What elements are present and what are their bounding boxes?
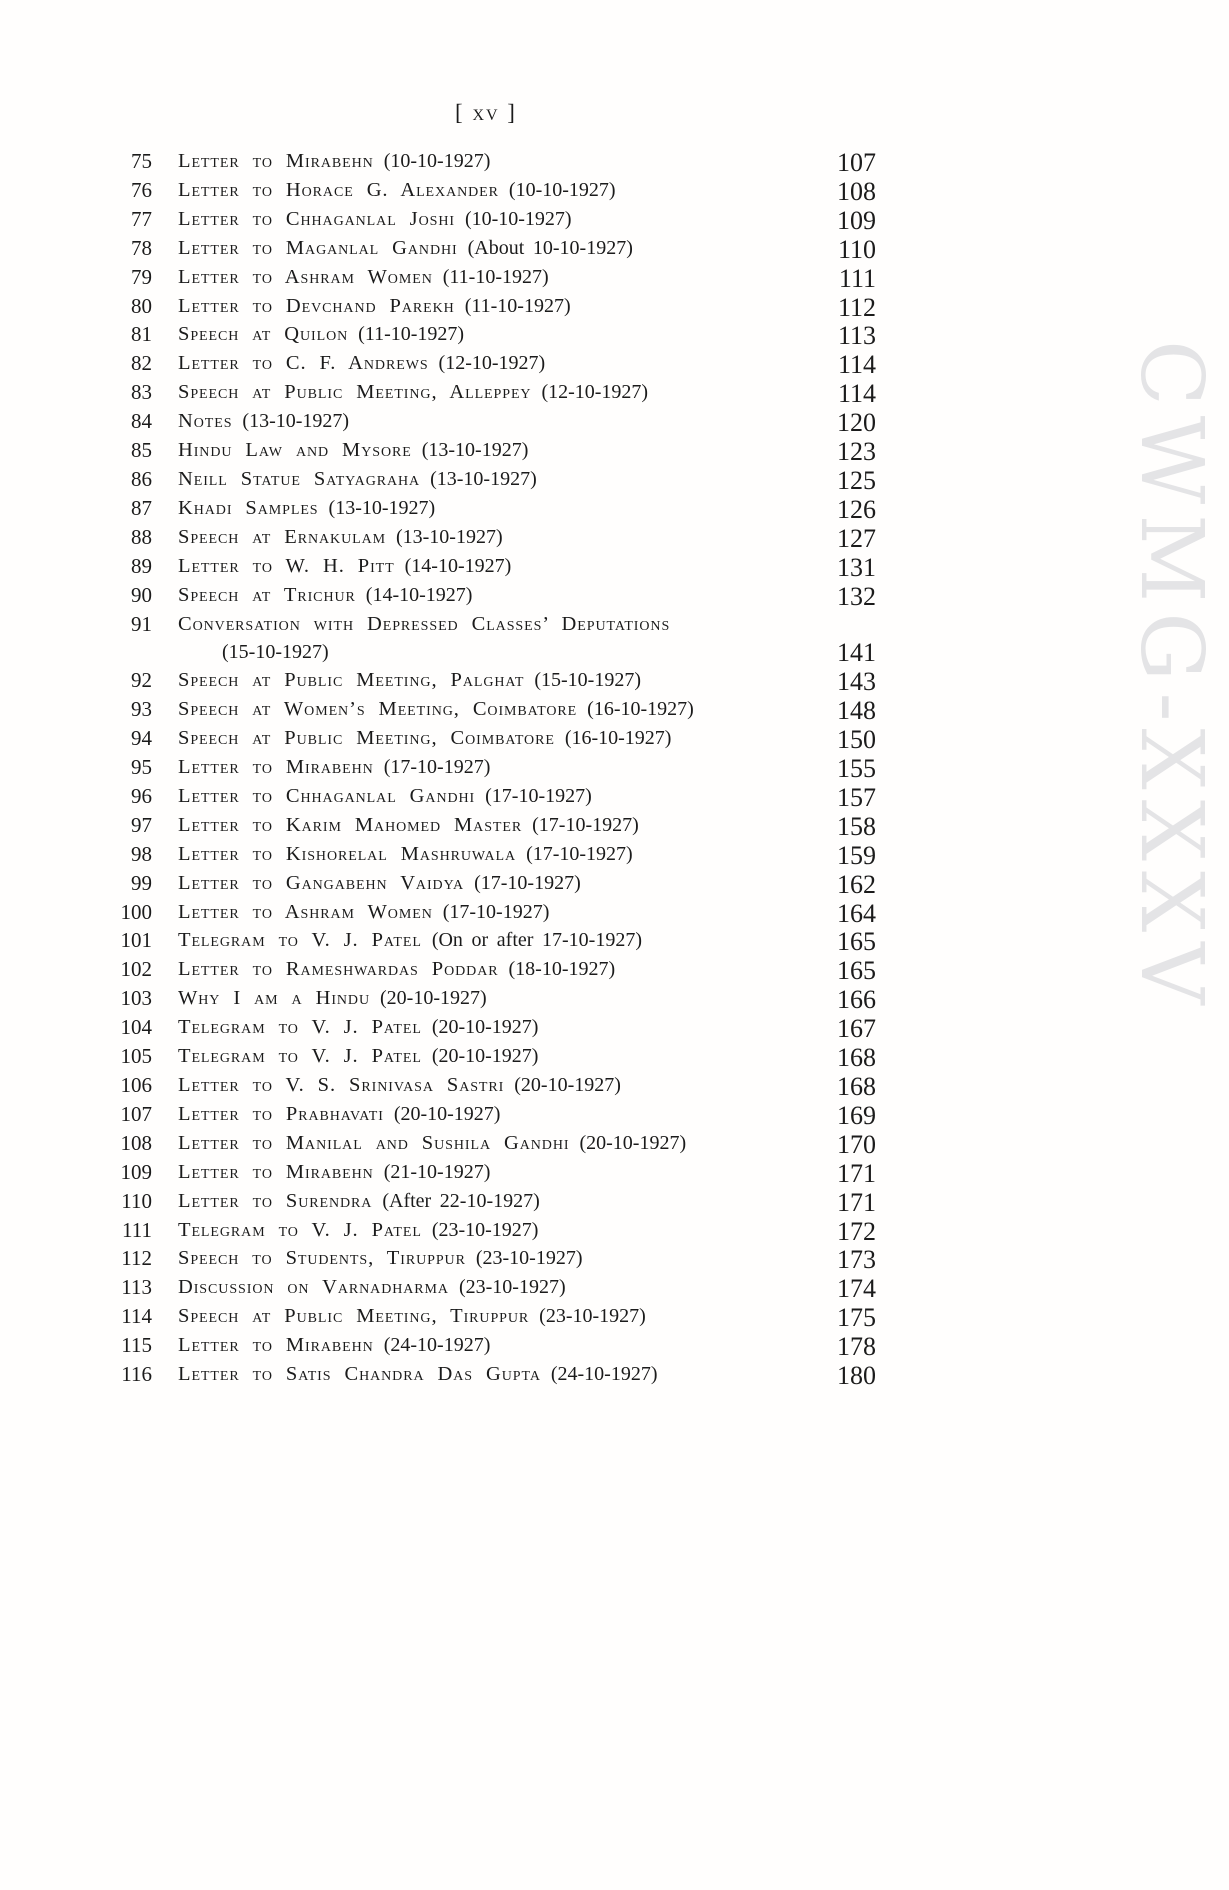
entry-body: [178, 956, 824, 985]
entry-body: [178, 1332, 824, 1361]
entry-body: [178, 1130, 824, 1159]
entry-date: (20-10-1927): [579, 1131, 687, 1154]
entry-page-number: 165: [837, 927, 876, 957]
entry-body: [178, 725, 824, 754]
entry-body: [178, 1274, 824, 1303]
toc-entry: [96, 1245, 876, 1274]
entry-date: (20-10-1927): [431, 1016, 539, 1039]
entry-body: [178, 754, 824, 783]
entry-date: (13-10-1927): [395, 525, 503, 548]
entry-body: [178, 321, 824, 350]
toc-entry: [96, 1043, 876, 1072]
toc-entry: [96, 437, 876, 466]
entry-number: 107: [120, 1101, 152, 1126]
toc-entry: [96, 206, 876, 235]
entry-body: [178, 293, 824, 322]
entry-date: (11-10-1927): [464, 294, 571, 317]
entry-number: 109: [120, 1159, 152, 1184]
entry-title: Letter to Ashram Women: [178, 900, 433, 923]
entry-title: Letter to Surendra: [178, 1189, 373, 1212]
toc-entry: [96, 1014, 876, 1043]
entry-title: Letter to Mirabehn: [178, 1160, 374, 1183]
entry-body: [178, 899, 824, 928]
toc-entry: [96, 264, 876, 293]
entry-date: (After 22-10-1927): [382, 1189, 540, 1212]
toc-entry: [96, 495, 876, 524]
entry-date: (17-10-1927): [383, 756, 491, 779]
entry-body: [178, 466, 824, 495]
entry-date: (23-10-1927): [458, 1276, 566, 1299]
entry-title: Letter to Chhaganlal Gandhi: [178, 784, 476, 807]
toc-entry: [96, 293, 876, 322]
entry-number: 85: [131, 438, 152, 463]
entry-number: 89: [131, 553, 152, 578]
entry-body: [178, 841, 824, 870]
entry-title: Letter to Mirabehn: [178, 756, 374, 779]
entry-number: 92: [131, 668, 152, 693]
entry-page-number: 171: [837, 1158, 876, 1188]
entry-page-number: 155: [837, 754, 876, 784]
entry-date: (11-10-1927): [442, 265, 549, 288]
entry-title: Letter to Rameshwardas Poddar: [178, 958, 499, 981]
entry-page-number: 114: [837, 350, 876, 380]
entry-date: (23-10-1927): [431, 1218, 539, 1241]
toc-entry: [96, 321, 876, 350]
page-folio: [ xv ]: [455, 100, 517, 125]
entry-page-number: 143: [837, 667, 876, 697]
entry-number: 75: [131, 149, 152, 173]
entry-title: Letter to Horace G. Alexander: [178, 178, 499, 201]
toc-entry: [96, 1159, 876, 1188]
entry-page-number: 114: [837, 379, 876, 409]
entry-body: [178, 1159, 824, 1188]
entry-page-number: 110: [837, 234, 876, 264]
toc-entry: [96, 725, 876, 754]
entry-number: 79: [131, 264, 152, 289]
toc-entry: [96, 985, 876, 1014]
entry-date: (21-10-1927): [383, 1160, 491, 1183]
toc-entry: [96, 841, 876, 870]
entry-page-number: 109: [837, 205, 876, 235]
entry-title: Letter to Kishorelal Mashruwala: [178, 842, 517, 865]
toc-entry: [96, 870, 876, 899]
entry-date: (12-10-1927): [438, 352, 546, 375]
entry-title: Letter to Devchand Parekh: [178, 294, 455, 317]
entry-title: Letter to Mirabehn: [178, 150, 374, 172]
entry-date: (16-10-1927): [587, 698, 694, 721]
entry-date: (10-10-1927): [508, 178, 616, 201]
entry-page-number: 180: [837, 1361, 876, 1391]
toc-entry: [96, 379, 876, 408]
entry-number: 114: [121, 1304, 152, 1329]
entry-number: 99: [131, 870, 152, 895]
entry-number: 103: [120, 986, 152, 1011]
entry-page-number: 162: [837, 869, 876, 899]
entry-number: 97: [131, 812, 152, 837]
entry-title: Speech to Students, Tiruppur: [178, 1247, 466, 1270]
entry-date: (About 10-10-1927): [467, 236, 633, 259]
entry-title: Letter to Ashram Women: [178, 265, 433, 288]
entry-date: (23-10-1927): [539, 1305, 646, 1328]
entry-page-number: 171: [837, 1187, 876, 1217]
entry-title: Conversation with Depressed Classes’ Deputations: [178, 612, 671, 635]
entry-title: Discussion on Varnadharma: [178, 1276, 449, 1299]
entry-page-number: 132: [837, 581, 876, 611]
toc-entry: [96, 148, 876, 177]
entry-date: (15-10-1927): [222, 641, 329, 664]
entry-page-number: 125: [837, 465, 876, 495]
toc-entry: [96, 553, 876, 582]
entry-number: 100: [120, 899, 152, 924]
entry-body: [178, 582, 824, 611]
entry-number: 87: [131, 495, 152, 520]
entry-number: 86: [131, 466, 152, 491]
entry-title: Speech at Ernakulam: [178, 525, 386, 548]
entry-date: (17-10-1927): [532, 813, 639, 836]
entry-title: Letter to Prabhavati: [178, 1102, 384, 1125]
entry-body: [178, 524, 824, 553]
entry-page-number: 168: [837, 1072, 876, 1101]
entry-number: 82: [131, 351, 152, 376]
entry-date: (10-10-1927): [383, 150, 491, 172]
entry-page-number: 108: [837, 176, 876, 206]
toc-entry: [96, 235, 876, 264]
toc-entry: [96, 927, 876, 956]
entry-date: (On or after 17-10-1927): [431, 929, 643, 952]
entry-body: [178, 812, 824, 841]
entry-number: 78: [131, 235, 152, 260]
entry-title: Neill Statue Satyagraha: [178, 467, 421, 490]
entry-title: Speech at Public Meeting, Coimbatore: [178, 727, 555, 750]
entry-page-number: 158: [837, 811, 876, 841]
entry-body: [178, 611, 824, 668]
entry-body: [178, 1043, 824, 1072]
entry-page-number: 107: [837, 148, 876, 177]
entry-title: Telegram to V. J. Patel: [178, 1016, 422, 1039]
entry-title: Telegram to V. J. Patel: [178, 1218, 422, 1241]
entry-date: (15-10-1927): [534, 669, 641, 692]
toc-entry: [96, 1332, 876, 1361]
entry-body: [178, 696, 824, 725]
entry-date: (24-10-1927): [550, 1363, 658, 1386]
toc-entry: [96, 783, 876, 812]
entry-body: [178, 235, 824, 264]
entry-page-number: 174: [837, 1274, 876, 1304]
entry-title: Speech at Trichur: [178, 583, 356, 606]
entry-title: Letter to Mirabehn: [178, 1334, 374, 1357]
entry-title: Letter to Chhaganlal Joshi: [178, 207, 455, 230]
toc-entry: [96, 956, 876, 985]
entry-body: [178, 927, 824, 956]
toc-entry: [96, 1188, 876, 1217]
entry-title: Hindu Law and Mysore: [178, 439, 412, 462]
entry-number: 116: [121, 1362, 152, 1387]
entry-page-number: 159: [837, 840, 876, 870]
entry-date: (20-10-1927): [393, 1102, 501, 1125]
toc-entry: [96, 899, 876, 928]
entry-date: (14-10-1927): [404, 554, 512, 577]
entry-date: (11-10-1927): [358, 323, 465, 346]
toc-entry: [96, 408, 876, 437]
entry-body: [178, 985, 824, 1014]
entry-page-number: 167: [837, 1014, 876, 1044]
entry-number: 113: [121, 1275, 152, 1300]
entry-date: (13-10-1927): [421, 439, 529, 462]
entry-page-number: 157: [837, 782, 876, 812]
entry-date: (16-10-1927): [564, 727, 672, 750]
entry-page-number: 168: [837, 1043, 876, 1073]
toc-entry: [96, 1130, 876, 1159]
entry-title: Speech at Public Meeting, Alleppey: [178, 381, 532, 404]
entry-page-number: 178: [837, 1332, 876, 1362]
entry-body: [178, 783, 824, 812]
entry-date: (10-10-1927): [464, 207, 572, 230]
entry-title: Letter to W. H. Pitt: [178, 554, 395, 577]
entry-body: [178, 177, 824, 206]
entry-body: [178, 1217, 824, 1246]
entry-date: (13-10-1927): [242, 410, 350, 433]
entry-page-number: 131: [837, 552, 876, 582]
entry-date: (20-10-1927): [514, 1074, 621, 1096]
entry-title: Letter to Satis Chandra Das Gupta: [178, 1363, 541, 1386]
entry-number: 115: [121, 1333, 152, 1358]
entry-number: 110: [121, 1188, 152, 1213]
entry-number: 105: [120, 1044, 152, 1069]
entry-date: (17-10-1927): [526, 842, 633, 865]
entry-number: 96: [131, 783, 152, 808]
entry-number: 81: [131, 322, 152, 347]
toc-entry: [96, 1072, 876, 1101]
entry-number: 95: [131, 755, 152, 780]
entry-number: 77: [131, 206, 152, 231]
entry-number: 91: [131, 611, 152, 636]
entry-page-number: 123: [837, 437, 876, 467]
entry-page-number: 113: [837, 321, 876, 351]
entry-number: 88: [131, 524, 152, 549]
toc-entry: [96, 696, 876, 725]
entry-number: 98: [131, 841, 152, 866]
entry-number: 101: [120, 928, 152, 953]
entry-body: [178, 1303, 824, 1332]
entry-date: (17-10-1927): [442, 900, 550, 923]
entry-page-number: 127: [837, 523, 876, 553]
entry-title: Letter to C. F. Andrews: [178, 352, 429, 375]
toc-entry: [96, 1274, 876, 1303]
entry-number: 83: [131, 380, 152, 405]
toc-entry: [96, 667, 876, 696]
entry-page-number: 170: [837, 1129, 876, 1159]
entry-body: [178, 495, 824, 524]
entry-title: Letter to Gangabehn Vaidya: [178, 871, 465, 894]
entry-number: 108: [120, 1130, 152, 1155]
toc-entry: [96, 524, 876, 553]
toc-entry: [96, 466, 876, 495]
entry-date: (17-10-1927): [474, 871, 581, 894]
entry-page-number: 172: [837, 1216, 876, 1246]
entry-body: [178, 437, 824, 466]
entry-title: Letter to Manilal and Sushila Gandhi: [178, 1131, 570, 1154]
entry-title: Khadi Samples: [178, 496, 319, 519]
entry-title: Letter to V. S. Srinivasa Sastri: [178, 1074, 505, 1096]
entry-page-number: 165: [837, 956, 876, 986]
entry-title: Telegram to V. J. Patel: [178, 1045, 422, 1068]
entry-number: 76: [131, 177, 152, 202]
entry-body: [178, 408, 824, 437]
entry-body: [178, 1245, 824, 1274]
entry-title: Speech at Public Meeting, Tiruppur: [178, 1305, 530, 1328]
entry-date: (18-10-1927): [508, 958, 616, 981]
toc-entry: [96, 1101, 876, 1130]
entry-number: 94: [131, 726, 152, 751]
entry-page-number: 111: [838, 263, 876, 293]
entry-body: [178, 264, 824, 293]
entry-body: [178, 379, 824, 408]
entry-body: [178, 1072, 824, 1101]
toc-entry: [96, 611, 876, 668]
entry-number: 111: [122, 1217, 152, 1242]
entry-number: 102: [120, 957, 152, 982]
cwmg-volume-watermark: CWMG-XXXV: [1121, 340, 1221, 1015]
entry-page-number: 120: [837, 408, 876, 438]
toc-entry: [96, 1217, 876, 1246]
entry-body: [178, 1014, 824, 1043]
entry-page-number: 166: [837, 985, 876, 1015]
entry-number: 84: [131, 409, 152, 434]
toc-entry: [96, 1303, 876, 1332]
entry-page-number: 164: [837, 898, 876, 928]
entry-title: Telegram to V. J. Patel: [178, 929, 422, 952]
entry-body: [178, 870, 824, 899]
toc-entry: [96, 582, 876, 611]
entry-number: 106: [120, 1073, 152, 1097]
entry-page-number: 173: [837, 1245, 876, 1275]
entry-page-number: 112: [837, 292, 876, 322]
entry-body: [178, 148, 824, 177]
entry-title: Speech at Women’s Meeting, Coimbatore: [178, 698, 578, 721]
entry-page-number: 126: [837, 494, 876, 524]
entry-date: (14-10-1927): [365, 583, 473, 606]
entry-body: [178, 1188, 824, 1217]
entry-page-number: 148: [837, 696, 876, 726]
toc-entry: [96, 1361, 876, 1390]
entry-number: 90: [131, 582, 152, 607]
entry-page-number: 169: [837, 1100, 876, 1130]
entry-title: Letter to Maganlal Gandhi: [178, 236, 458, 259]
entry-date: (13-10-1927): [430, 467, 537, 490]
entry-date: (24-10-1927): [383, 1334, 491, 1357]
entry-title: Letter to Karim Mahomed Master: [178, 813, 523, 836]
entry-body: [178, 667, 824, 696]
entry-date: (12-10-1927): [541, 381, 649, 404]
entry-title: Notes: [178, 410, 233, 433]
table-of-contents: [96, 148, 876, 1390]
entry-date: (23-10-1927): [475, 1247, 583, 1270]
toc-entry: [96, 350, 876, 379]
toc-entry: [96, 177, 876, 206]
entry-date: (13-10-1927): [328, 496, 436, 519]
page-content: [96, 100, 876, 1390]
entry-page-number: 141: [837, 638, 876, 668]
toc-entry: [96, 812, 876, 841]
entry-number: 80: [131, 293, 152, 318]
entry-body: [178, 206, 824, 235]
entry-page-number: 150: [837, 725, 876, 755]
entry-title: Speech at Quilon: [178, 323, 349, 346]
toc-entry: [96, 754, 876, 783]
entry-title: Why I am a Hindu: [178, 987, 371, 1010]
entry-number: 104: [120, 1015, 152, 1040]
entry-body: [178, 350, 824, 379]
entry-date: (20-10-1927): [380, 987, 487, 1010]
entry-body: [178, 1101, 824, 1130]
entry-number: 93: [131, 697, 152, 722]
entry-title: Speech at Public Meeting, Palghat: [178, 669, 525, 692]
entry-number: 112: [121, 1246, 152, 1271]
entry-body: [178, 1361, 824, 1390]
entry-body: [178, 553, 824, 582]
entry-page-number: 175: [837, 1303, 876, 1333]
entry-date: (17-10-1927): [485, 784, 592, 807]
entry-date: (20-10-1927): [431, 1045, 539, 1068]
